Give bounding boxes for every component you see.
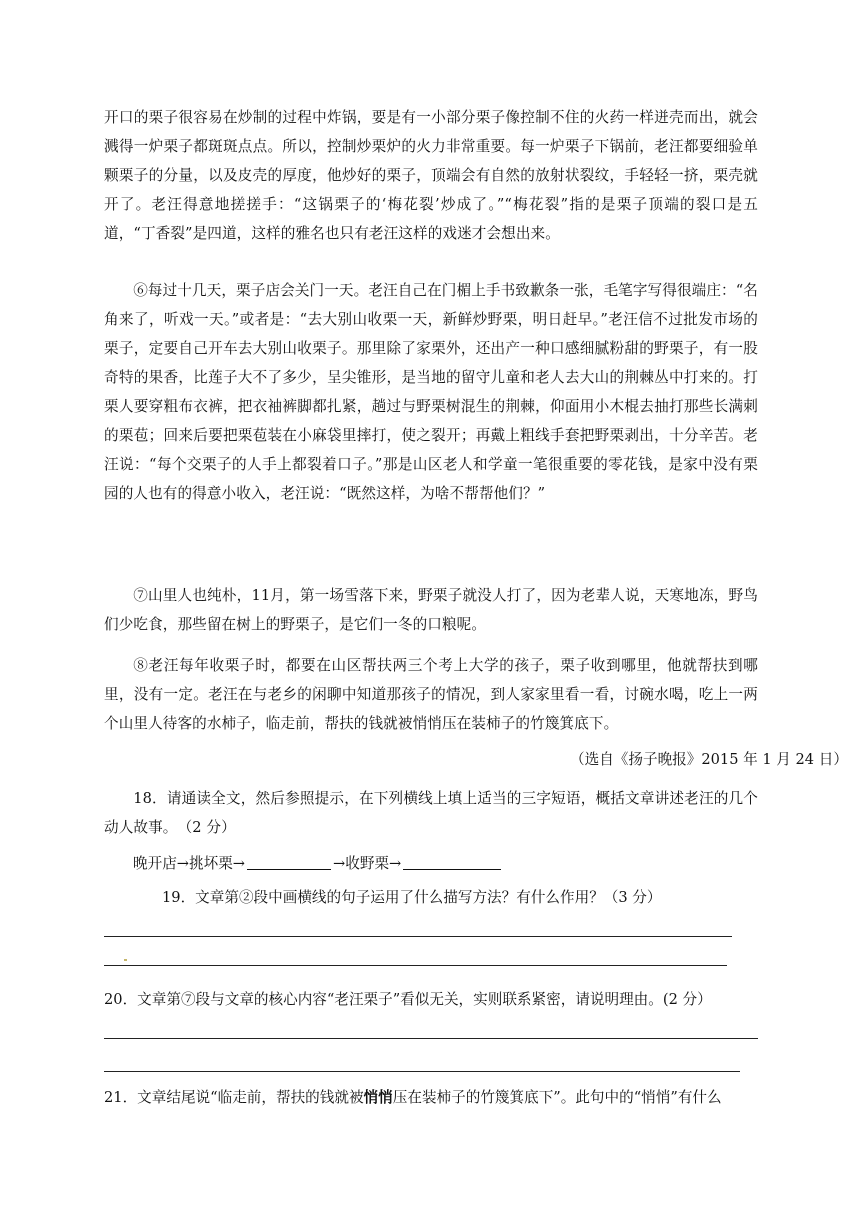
question-21-text-end: 压在装柿子的竹篾箕底下”。此句中的“悄悄”有什么 <box>392 1089 722 1106</box>
answer-blank-1[interactable] <box>247 853 331 870</box>
speck-mark <box>124 959 127 961</box>
question-21 <box>104 1087 722 1109</box>
paragraph-7: ⑦山里人也纯朴，11月，第一场雪落下来，野栗子就没人打了，因为老辈人说，天寒地冻，野鸟们少吃食，那些留在树上的野栗子，是它们一冬的口粮呢。 <box>104 587 758 633</box>
paragraph-8: ⑧老汪每年收栗子时，都要在山区帮扶两三个考上大学的孩子，栗子收到哪里，他就帮扶到哪里，没有一定。老汪在与老乡的闲聊中知道那孩子的情况，到人家家里看一看，讨碗水喝，吃上一两个山里人待客的水柿子，临走前，帮扶的钱就被悄悄压在装柿子的竹篾箕底下。 <box>104 657 758 732</box>
answer-blank-2[interactable] <box>403 853 501 870</box>
question-21-bold-word: 悄悄 <box>363 1089 393 1106</box>
answer-line-20-2[interactable] <box>104 1071 740 1072</box>
answer-line-20-1[interactable] <box>104 1038 758 1039</box>
question-18: 18．请通读全文，然后参照提示，在下列横线上填上适当的三字短语，概括文章讲述老汪的几个动人故事。 （2 分） <box>104 790 758 836</box>
question-21-text-start: 21．文章结尾说“临走前，帮扶的钱就被 <box>104 1089 364 1106</box>
paragraph-6: ⑥每过十几天，栗子店会关门一天。老汪自己在门楣上手书致歉条一张，毛笔字写得很端庄：“名角来了，听戏一天。”或者是：“去大别山收栗一天，新鲜炒野栗，明日赶早。”老汪信不过批发市场的栗子，定要自己开车去大别山收栗子。那里除了家栗外，还出产一种口感细腻粉甜的野栗子，有一股奇特的果香，比莲子大不了多少，呈尖锥形，是当地的留守儿童和老人去大山的荆棘丛中打来的。打栗人要穿粗布衣裤，把衣袖裤脚都扎紧，趟过与野栗树混生的荆棘，仰面用小木棍去抽打那些长满刺的栗苞；回来后要把栗苞装在小麻袋里摔打，使之裂开；再戴上粗线手套把野栗剥出，十分辛苦。老汪说：“每个交栗子的人手上都裂着口子。”那是山区老人和学童一笔很重要的零花钱，是家中没有栗园的人也有的得意小收入，老汪说：“既然这样，为啥不帮帮他们？” <box>104 282 758 502</box>
answer-line-19-1[interactable] <box>104 936 732 937</box>
question-18-chain-middle: →收野栗→ <box>333 855 402 872</box>
question-20: 20．文章第⑦段与文章的核心内容“老汪栗子”看似无关，实则联系紧密，请说明理由。(2 分） <box>104 991 712 1008</box>
question-18-chain-start: 晚开店→挑坏栗→ <box>133 855 246 872</box>
question-18-chain <box>133 853 503 875</box>
answer-line-19-2[interactable] <box>104 965 727 966</box>
paragraph-5-continued: 开口的栗子很容易在炒制的过程中炸锅，要是有一小部分栗子像控制不住的火药一样迸壳而出，就会溅得一炉栗子都斑斑点点。所以，控制炒栗炉的火力非常重要。每一炉栗子下锅前，老汪都要细验单颗栗子的分量，以及皮壳的厚度，他炒好的栗子，顶端会有自然的放射状裂纹，手轻轻一挤，栗壳就开了。老汪得意地搓搓手：“这锅栗子的‘梅花裂’炒成了。”“梅花裂”指的是栗子顶端的裂口是五道，“丁香裂”是四道，这样的雅名也只有老汪这样的戏迷才会想出来。 <box>104 109 758 242</box>
source-citation: （选自《扬子晚报》2015 年 1 月 24 日） <box>570 751 848 768</box>
question-19: 19．文章第②段中画横线的句子运用了什么描写方法？有什么作用？（3 分） <box>162 889 662 906</box>
